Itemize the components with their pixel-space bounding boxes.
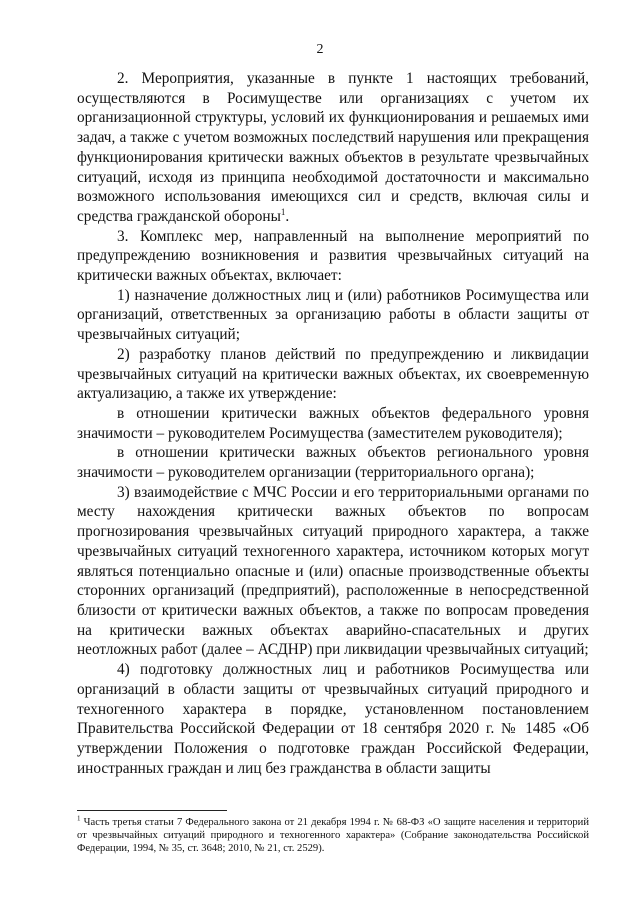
footnote-reference: 1 [280,206,286,217]
list-item-1: 1) назначение должностных лиц и (или) работников Росимущества или организаций, ответственных за организацию работы в области защиты от чрезвычайных ситуаций; [77,286,589,344]
footnote-divider [77,810,227,811]
footnote-text: Часть третья статьи 7 Федерального закона от 21 декабря 1994 г. № 68-ФЗ «О защите населения и территорий от чрезвычайных ситуаций природного и техногенного характера» (Собрание законодательства Российской Федерации, 1994, № 35, ст. 3648; 2010, № 21, ст. 2529). [77,817,589,854]
paragraph-3: 3. Комплекс мер, направленный на выполнение мероприятий по предупреждению возникновения и развития чрезвычайных ситуаций на критически важных объектах, включает: [77,227,589,285]
sub-item-regional: в отношении критически важных объектов регионального уровня значимости – руководителем организации (территориального органа); [77,444,589,482]
paragraph-2-text: 2. Мероприятия, указанные в пункте 1 настоящих требований, осуществляются в Росимуществе или организациях с учетом их организационной структуры, условий их функционирования и решаемых ими задач, а также с учетом возможных последствий нарушения или прекращения функционирования критически важных объектов в результате чрезвычайных ситуаций, исходя из принципа необходимой достаточности и максимально возможного использования имеющихся сил и средств, включая силы и средства гражданской обороны [77,70,589,225]
list-item-2: 2) разработку планов действий по предупреждению и ликвидации чрезвычайных ситуаций на критически важных объектах, их своевременную актуализацию, а также их утверждение: [77,345,589,403]
page-number: 2 [316,42,324,57]
document-body [77,69,589,778]
paragraph-2 [77,69,589,227]
list-item-3: 3) взаимодействие с МЧС России и его территориальными органами по месту нахождения критически важных объектов по вопросам прогнозирования чрезвычайных ситуаций природного характера, а также чрезвычайных ситуаций техногенного характера, источником которых могут являться потенциально опасные и (или) опасные производственные объекты сторонних организаций (предприятий), расположенные в непосредственной близости от критически важных объектов, а также по вопросам проведения на критически важных объектах аварийно-спасательных и других неотложных работ (далее – АСДНР) при ликвидации чрезвычайных ситуаций; [77,483,589,659]
paragraph-2-end: . [285,207,290,225]
footnote-marker: 1 [77,814,81,823]
footnote [77,816,589,855]
list-item-4: 4) подготовку должностных лиц и работников Росимущества или организаций в области защиты от чрезвычайных ситуаций природного и техногенного характера в порядке, установленном постановлением Правительства Российской Федерации от 18 сентября 2020 г. № 1485 «Об утверждении Положения о подготовке граждан Российской Федерации, иностранных граждан и лиц без гражданства в области защиты [77,661,589,777]
sub-item-federal: в отношении критически важных объектов федерального уровня значимости – руководителем Росимущества (заместителем руководителя); [77,404,589,442]
